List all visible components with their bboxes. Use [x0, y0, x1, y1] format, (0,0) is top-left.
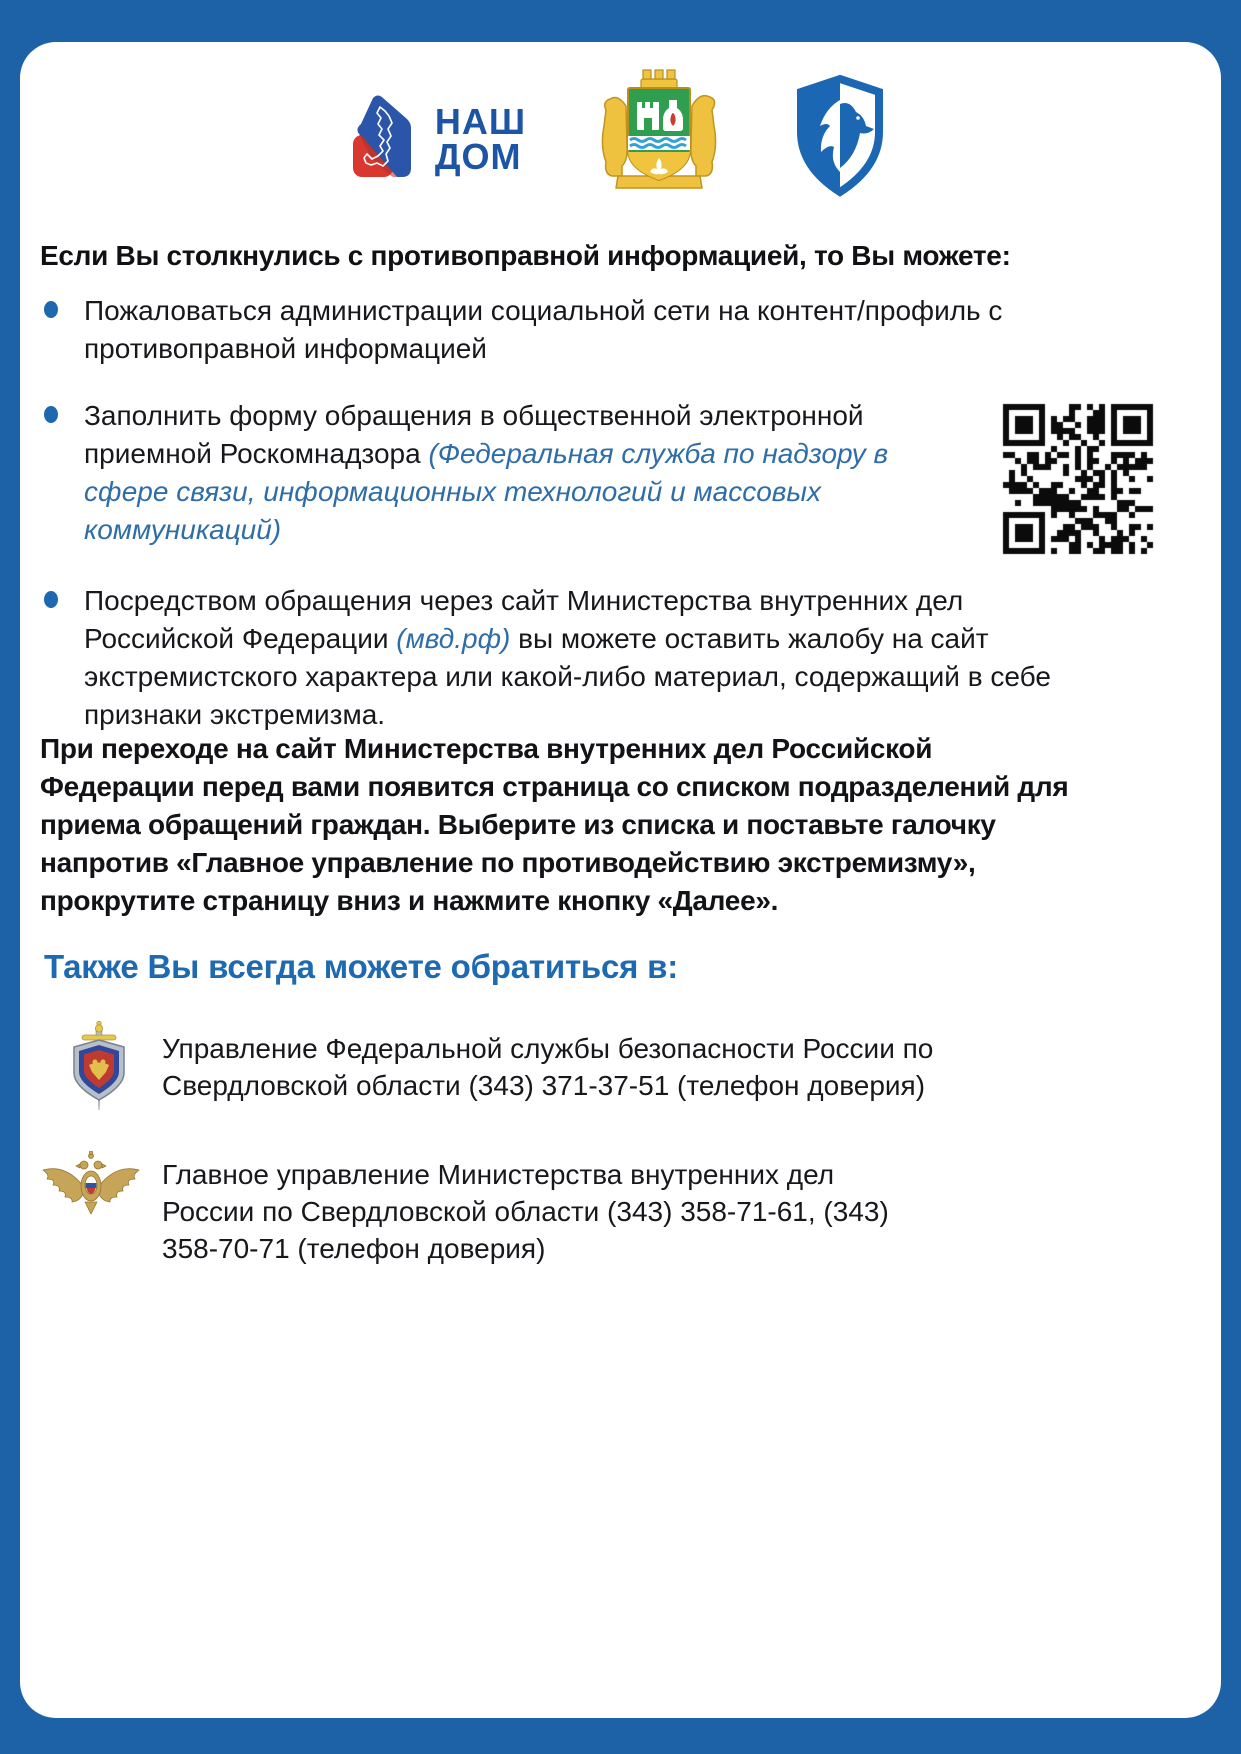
bullet-text-plain: Заполнить форму обращения в общественной электронной приемной Роскомнадзора	[84, 400, 864, 469]
bullet-text	[84, 397, 904, 549]
nash-dom-logo	[353, 95, 526, 184]
contact-entry: Главное управление Министерства внутренних дел России по Свердловской области (343) 358-71-61, (343) 358-70-71 (телефон доверия)	[162, 1159, 889, 1264]
yekaterinburg-coat-of-arms	[584, 66, 734, 213]
mvd-site-link: (мвд.рф)	[396, 623, 511, 654]
bullet-dot-icon	[44, 591, 58, 608]
bullet-text: Пожаловаться администрации социальной сети на контент/профиль с противоправной информацией	[84, 295, 1003, 364]
contacts-heading: Также Вы всегда можете обратиться в:	[44, 948, 679, 985]
content-card	[20, 42, 1221, 1718]
bullet-dot-icon	[44, 301, 58, 318]
bullet-text	[84, 582, 1064, 734]
bullet-text-emphasis: (Федеральная служба по надзору в сфере связи, информационных технологий и массовых коммуникаций)	[84, 438, 889, 545]
bullet-text-plain: вы можете оставить жалобу на сайт экстремистского характера или какой-либо материал, содержащий в себе признаки экстремизма.	[84, 623, 1051, 730]
fsb-emblem	[68, 1020, 130, 1112]
qr-code	[995, 396, 1161, 562]
nash-dom-wordmark: НАШ ДОМ	[434, 101, 527, 177]
contact-entry: Управление Федеральной службы безопасности России по Свердловской области (343) 371-37-51 (телефон доверия)	[162, 1033, 934, 1101]
bullet-text-plain: Посредством обращения через сайт Министерства внутренних дел Российской Федерации	[84, 585, 964, 654]
dove-shield-icon	[792, 74, 888, 205]
list-item	[44, 582, 1064, 734]
list-item	[44, 397, 904, 549]
bullet-dot-icon	[44, 406, 58, 423]
nash-dom-house-icon	[353, 95, 411, 184]
header-logos	[20, 64, 1221, 214]
mvd-emblem	[38, 1150, 144, 1218]
instructions-paragraph: При переходе на сайт Министерства внутренних дел Российской Федерации перед вами появится страница со списком подразделений для приема обращений граждан. Выберите из списка и поставьте галочку напротив «Главное управление по противодействию экстремизму», прокрутите страницу вниз и нажмите кнопку «Далее».	[40, 733, 1069, 916]
page-title: Если Вы столкнулись с противоправной информацией, то Вы можете:	[40, 240, 1011, 271]
list-item	[44, 292, 1084, 368]
